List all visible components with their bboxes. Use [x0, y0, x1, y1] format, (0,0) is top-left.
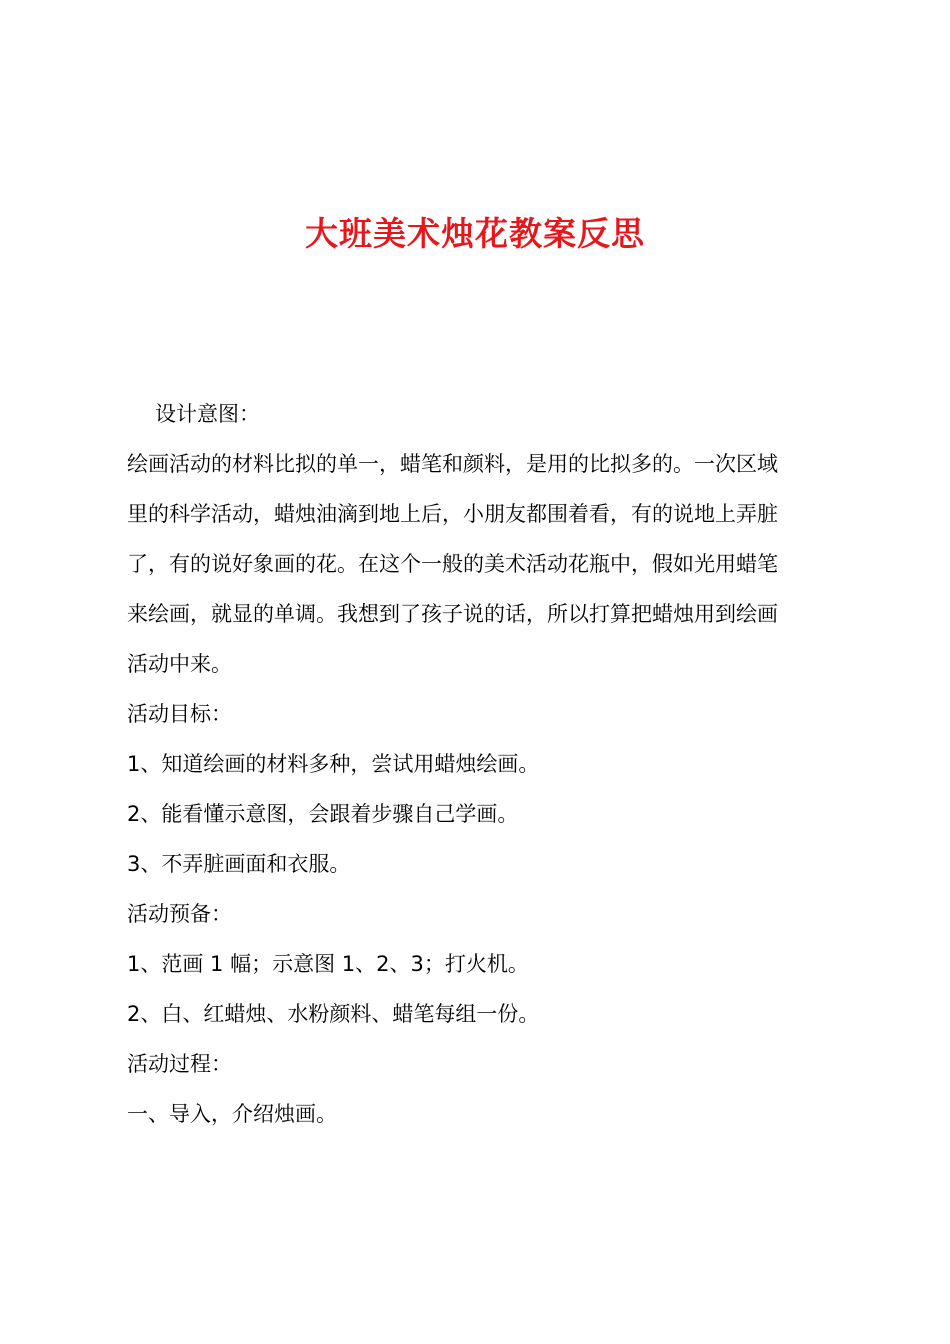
document-body [127, 389, 839, 1139]
paragraph-line: 绘画活动的材料比拟的单一，蜡笔和颜料，是用的比拟多的。一次区域 [127, 452, 778, 476]
paragraph-line: 活动中来。 [127, 652, 232, 676]
list-item: 2、白、红蜡烛、水粉颜料、蜡笔每组一份。 [127, 1002, 540, 1026]
document-title: 大班美术烛花教案反思 [305, 214, 645, 253]
list-item: 1、知道绘画的材料多种，尝试用蜡烛绘画。 [127, 752, 540, 776]
section-heading-process: 活动过程： [127, 1052, 232, 1076]
paragraph-line: 来绘画，就显的单调。我想到了孩子说的话，所以打算把蜡烛用到绘画 [127, 602, 778, 626]
section-heading-goals: 活动目标： [127, 702, 232, 726]
section-heading-preparation: 活动预备： [127, 902, 232, 926]
paragraph-line: 里的科学活动，蜡烛油滴到地上后，小朋友都围着看，有的说地上弄脏 [127, 502, 778, 526]
list-item: 3、不弄脏画面和衣服。 [127, 852, 351, 876]
list-item: 一、导入，介绍烛画。 [127, 1102, 337, 1126]
list-item: 2、能看懂示意图，会跟着步骤自己学画。 [127, 802, 519, 826]
list-item: 1、范画 1 幅；示意图 1、2、3；打火机。 [127, 952, 529, 976]
paragraph-line: 了，有的说好象画的花。在这个一般的美术活动花瓶中，假如光用蜡笔 [127, 552, 778, 576]
section-heading-design-intent: 设计意图： [155, 402, 260, 426]
